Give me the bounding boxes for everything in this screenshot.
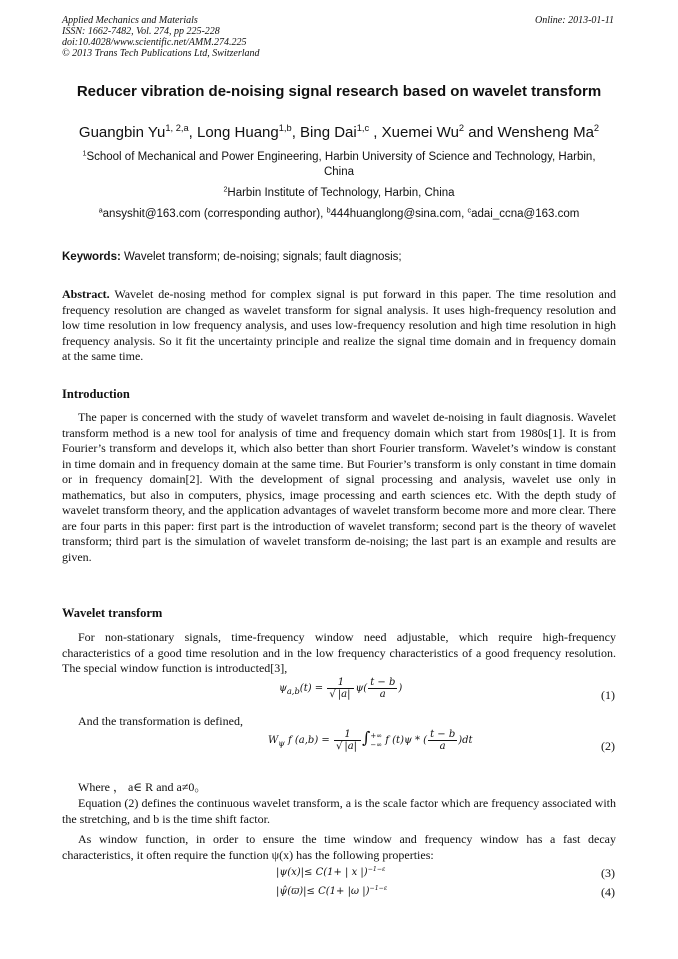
eq2-arg: f (a,b) = (284, 735, 330, 746)
equation-number-2: (2) (601, 739, 615, 753)
doi-line: doi:10.4028/www.scientific.net/AMM.274.225 (62, 37, 247, 48)
eq2-lhs: W (268, 735, 279, 746)
eq1-num: 1 (327, 677, 354, 689)
email-mark: c (467, 206, 472, 215)
eq1-rhs-pre: ψ( (355, 683, 368, 694)
equation-number-4: (4) (601, 885, 615, 899)
eq3-text: |ψ(x)|≤ C(1+ | x |) (276, 867, 368, 878)
eq1-rhs-post: ) (398, 683, 403, 694)
eq2-integral: ∫ (362, 728, 371, 747)
affiliation-text: Harbin Institute of Technology, Harbin, China (227, 187, 455, 199)
eq2-upper-limit: +∞ (370, 731, 383, 740)
author-affil-mark: 2 (458, 122, 465, 133)
eq2-den: |a| (344, 741, 358, 752)
keywords-text: Wavelet transform; de-noising; signals; fault diagnosis; (124, 251, 402, 263)
journal-header (62, 15, 260, 59)
author-name: Bing Dai (300, 124, 357, 141)
eq1-arg: (t) = (299, 683, 324, 694)
eq1-rhs-num: t − b (370, 677, 396, 688)
eq1-den: |a| (337, 689, 351, 700)
author-name: Long Huang (197, 124, 279, 141)
paper-title: Reducer vibration de-noising signal research based on wavelet transform (76, 83, 602, 100)
keywords-label: Keywords: (62, 251, 121, 263)
journal-name: Applied Mechanics and Materials (62, 15, 198, 26)
eq2-body: f (t)ψ * ( (382, 735, 428, 746)
email-mark: b (326, 206, 331, 215)
eq2-limits (370, 732, 382, 750)
eq4-exponent: −1−ε (369, 884, 388, 892)
abstract-label: Abstract. (62, 287, 110, 301)
eq2-rhs-num: t − b (430, 729, 456, 740)
eq2-num: 1 (334, 729, 361, 741)
eq2-rhs-den: a (439, 741, 446, 752)
affiliation-2 (70, 186, 608, 201)
issn-line: ISSN: 1662-7482, Vol. 274, pp 225-228 (62, 26, 220, 37)
eq2-fraction: $\frac{1}{√ |a|}$ (334, 729, 361, 752)
equation-1 (279, 677, 402, 700)
eq3-exponent: −1−ε (367, 865, 386, 873)
affiliation-mark: 1 (82, 149, 87, 158)
abstract (62, 287, 616, 365)
section-heading-introduction: Introduction (62, 387, 130, 401)
email-list (40, 207, 638, 222)
introduction-text: The paper is concerned with the study of wavelet transform and wavelet de-noising in fault diagnosis. Wavelet transform method is a new tool for analysis of time and frequency domain which start from 1980s[1]. It is from Fourier’s transform and develops it, which also better than short Fourier transform. Wavelet’s window is constant in time domain and in frequency domain at the same time. But Fourier’s transform is only constant in time domain or in frequency domain[2]. With the development of signal processing and analysis, wavelet use only in mathematics, but also in computers, physics, image processing and earth sciences etc. With the depth study of wavelet transform theory, and the application advantages of wavelet transform become more and more clear. There are four parts in this paper: first part is the introduction of wavelet transform; second part is the theory of wavelet transform; third part is the simulation of wavelet transform de-noising; the last part is an example and results are given. (62, 410, 616, 564)
author-list: Guangbin Yu$^{1, 2,a}$, Long Huang$^{1,b}$, Bing Dai$^{1,c}$ , Xuemei Wu$^2$ and Wensheng Ma$^2$ (78, 122, 600, 141)
keywords (62, 251, 616, 263)
email-mark: a (98, 206, 103, 215)
author-affil-mark: 1,c (356, 122, 370, 133)
eq2-rhs-fraction (428, 729, 457, 752)
equation-3 (276, 867, 385, 878)
wavelet-paragraph-4: Equation (2) defines the continuous wavelet transform, a is the scale factor which are frequency associated with the stretching, and b is the time shift factor. (62, 796, 616, 826)
eq4-text: |ψ̂(ϖ)|≤ C(1+ |ω |) (276, 886, 370, 897)
author-name: Xuemei Wu (381, 124, 459, 141)
online-date: Online: 2013-01-11 (535, 15, 614, 26)
wavelet-paragraph-1: For non-stationary signals, time-frequency window need adjustable, which require high-frequency characteristics of a good time resolution and in the low frequency characteristics of a good frequency resolution. The special window function is introducted[3], (62, 630, 616, 675)
equation-number-3: (3) (601, 866, 615, 880)
eq2-lower-limit: −∞ (370, 740, 383, 749)
email-text: adai_ccna@163.com (471, 208, 580, 220)
abstract-text: Wavelet de-nosing method for complex signal is put forward in this paper. The time resolution and frequency resolution are changed as wavelet transform for signal analysis. It uses high-frequency resolution and low time resolution in low frequency analysis, and uses low-frequency resolution and high time resolution in high frequency analysis. So it fit the uncertainty principle and realize the signal time domain and in frequency domain at the same time. (62, 287, 616, 363)
affiliation-1 (70, 150, 608, 180)
email-text: 444huanglong@sina.com, (330, 208, 468, 220)
eq1-sub: a,b (286, 686, 300, 696)
equation-2 (268, 728, 473, 752)
equation-4 (276, 886, 387, 897)
eq1-fraction: $\frac{1}{√ |a|}$ (327, 677, 354, 700)
section-heading-wavelet: Wavelet transform (62, 606, 163, 620)
affiliation-mark: 2 (223, 185, 228, 194)
eq2-sub: ψ (278, 738, 285, 748)
author-affil-mark: 1,b (278, 122, 292, 133)
eq1-lhs: ψ (279, 683, 287, 694)
author-name: Guangbin Yu (78, 124, 166, 141)
equation-number-1: (1) (601, 688, 615, 702)
author-name: Wensheng Ma (497, 124, 594, 141)
affiliation-text: School of Mechanical and Power Engineering, Harbin University of Science and Technology, Harbin, China (86, 151, 596, 178)
copyright-line: © 2013 Trans Tech Publications Ltd, Switzerland (62, 48, 260, 59)
wavelet-paragraph-2: And the transformation is defined, (78, 714, 243, 728)
eq1-rhs-den: a (379, 689, 386, 700)
author-affil-mark: 1, 2,a (165, 122, 189, 133)
eq2-rhs-post: )dt (458, 735, 473, 746)
wavelet-paragraph-5: As window function, in order to ensure the time window and frequency window has a fast decay characteristics, it often require the function ψ(x) has the following properties: (62, 832, 616, 862)
wavelet-paragraph-3: Where ， a∈ R and a≠0。 (78, 780, 207, 794)
author-affil-mark: 2 (593, 122, 600, 133)
eq1-rhs-fraction (368, 677, 397, 700)
email-text: ansyshit@163.com (corresponding author), (102, 208, 327, 220)
